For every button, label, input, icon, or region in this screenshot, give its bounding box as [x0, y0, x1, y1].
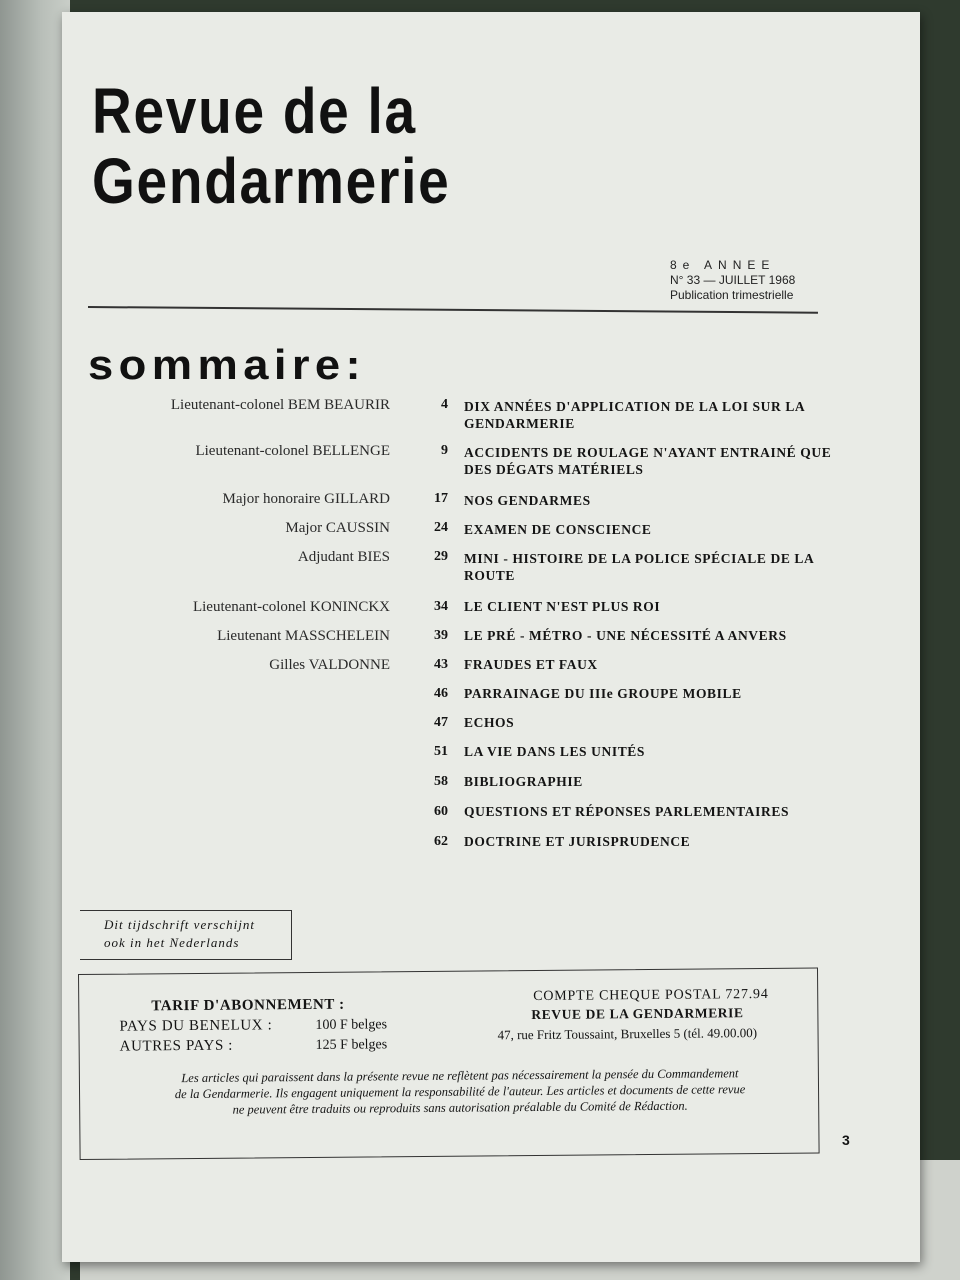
- toc-author: Adjudant BIES: [297, 549, 390, 565]
- toc-title: QUESTIONS ET RÉPONSES PARLEMENTAIRES: [464, 804, 790, 819]
- disclaimer-line-2: de la Gendarmerie. Ils engagent uniquement la responsabilité de l'auteur. Les articles et documents de cette revue: [174, 1082, 746, 1102]
- toc-author: Major CAUSSIN: [285, 520, 390, 536]
- toc-page-number: 9: [441, 443, 448, 458]
- toc-page-number: 46: [434, 686, 448, 701]
- toc-title: BIBLIOGRAPHIE: [464, 774, 583, 789]
- disclaimer: [110, 1065, 810, 1119]
- title-line-2: Gendarmerie: [92, 145, 451, 217]
- toc-title: MINI - HISTOIRE DE LA POLICE SPÉCIALE DE LA ROUTE: [464, 551, 814, 583]
- toc-page-number: 58: [434, 774, 448, 789]
- issue-line: N° 33 — JUILLET 1968: [670, 273, 796, 287]
- subscription-box: [78, 968, 820, 1160]
- frequency-label: Publication trimestrielle: [670, 288, 794, 302]
- toc-title: EXAMEN DE CONSCIENCE: [464, 522, 652, 537]
- toc-title: DOCTRINE ET JURISPRUDENCE: [464, 834, 691, 849]
- toc-title: FRAUDES ET FAUX: [464, 657, 598, 672]
- publisher-address: 47, rue Fritz Toussaint, Bruxelles 5 (tél. 49.00.00): [497, 1025, 758, 1043]
- dutch-note-line-1: Dit tijdschrift verschijnt: [104, 917, 255, 932]
- toc-title: LE PRÉ - MÉTRO - UNE NÉCESSITÉ A ANVERS: [464, 628, 787, 643]
- toc-page-number: 47: [434, 715, 448, 730]
- toc-title: NOS GENDARMES: [464, 493, 591, 508]
- toc-page-number: 43: [434, 657, 448, 672]
- dutch-edition-note: [80, 910, 292, 960]
- toc-title: DIX ANNÉES D'APPLICATION DE LA LOI SUR LA GENDARMERIE: [464, 399, 805, 431]
- toc-title: PARRAINAGE DU IIIe GROUPE MOBILE: [464, 686, 742, 701]
- disclaimer-line-3: ne peuvent être traduits ou reproduits sans autorisation préalable du Comité de Rédaction.: [232, 1098, 688, 1117]
- other-countries-price: 125 F belges: [315, 1037, 388, 1053]
- magazine-page: [62, 12, 920, 1262]
- publisher-name: REVUE DE LA GENDARMERIE: [531, 1005, 744, 1023]
- page-number: 3: [842, 1132, 850, 1148]
- background-magazine-left: [0, 0, 70, 1280]
- benelux-price: 100 F belges: [315, 1017, 388, 1033]
- toc-author: Lieutenant MASSCHELEIN: [217, 628, 390, 644]
- title-line-1: Revue de la: [92, 75, 417, 147]
- toc-page-number: 39: [434, 628, 448, 643]
- toc-page-number: 17: [434, 491, 448, 506]
- dutch-note-line-2: ook in het Nederlands: [104, 935, 240, 950]
- toc-title: LA VIE DANS LES UNITÉS: [464, 744, 646, 759]
- toc-title: ECHOS: [464, 715, 515, 730]
- toc-author: Lieutenant-colonel KONINCKX: [192, 599, 390, 615]
- toc-page-number: 51: [434, 744, 448, 759]
- toc-title: LE CLIENT N'EST PLUS ROI: [464, 599, 661, 614]
- postal-account: COMPTE CHEQUE POSTAL 727.94: [533, 986, 769, 1005]
- toc-page-number: 4: [441, 397, 448, 412]
- sommaire-heading: sommaire:: [88, 341, 367, 388]
- toc-page-number: 34: [434, 599, 448, 614]
- toc-author: Gilles VALDONNE: [269, 657, 390, 673]
- toc-page-number: 62: [434, 834, 448, 849]
- toc-page-number: 60: [434, 804, 448, 819]
- benelux-label: PAYS DU BENELUX :: [119, 1017, 273, 1035]
- toc-author: Lieutenant-colonel BELLENGE: [195, 443, 390, 459]
- year-label: 8e ANNEE: [670, 258, 776, 272]
- toc-author: Major honoraire GILLARD: [222, 491, 390, 507]
- toc-author: Lieutenant-colonel BEM BEAURIR: [170, 397, 390, 413]
- toc-page-number: 24: [434, 520, 448, 535]
- other-countries-label: AUTRES PAYS :: [119, 1037, 234, 1055]
- toc-title: ACCIDENTS DE ROULAGE N'AYANT ENTRAINÉ QUE DES DÉGATS MATÉRIELS: [464, 445, 832, 477]
- disclaimer-line-1: Les articles qui paraissent dans la présente revue ne reflètent pas nécessairement la pensée du Commandement: [181, 1066, 739, 1086]
- subscription-heading: TARIF D'ABONNEMENT :: [151, 996, 345, 1015]
- toc-page-number: 29: [434, 549, 448, 564]
